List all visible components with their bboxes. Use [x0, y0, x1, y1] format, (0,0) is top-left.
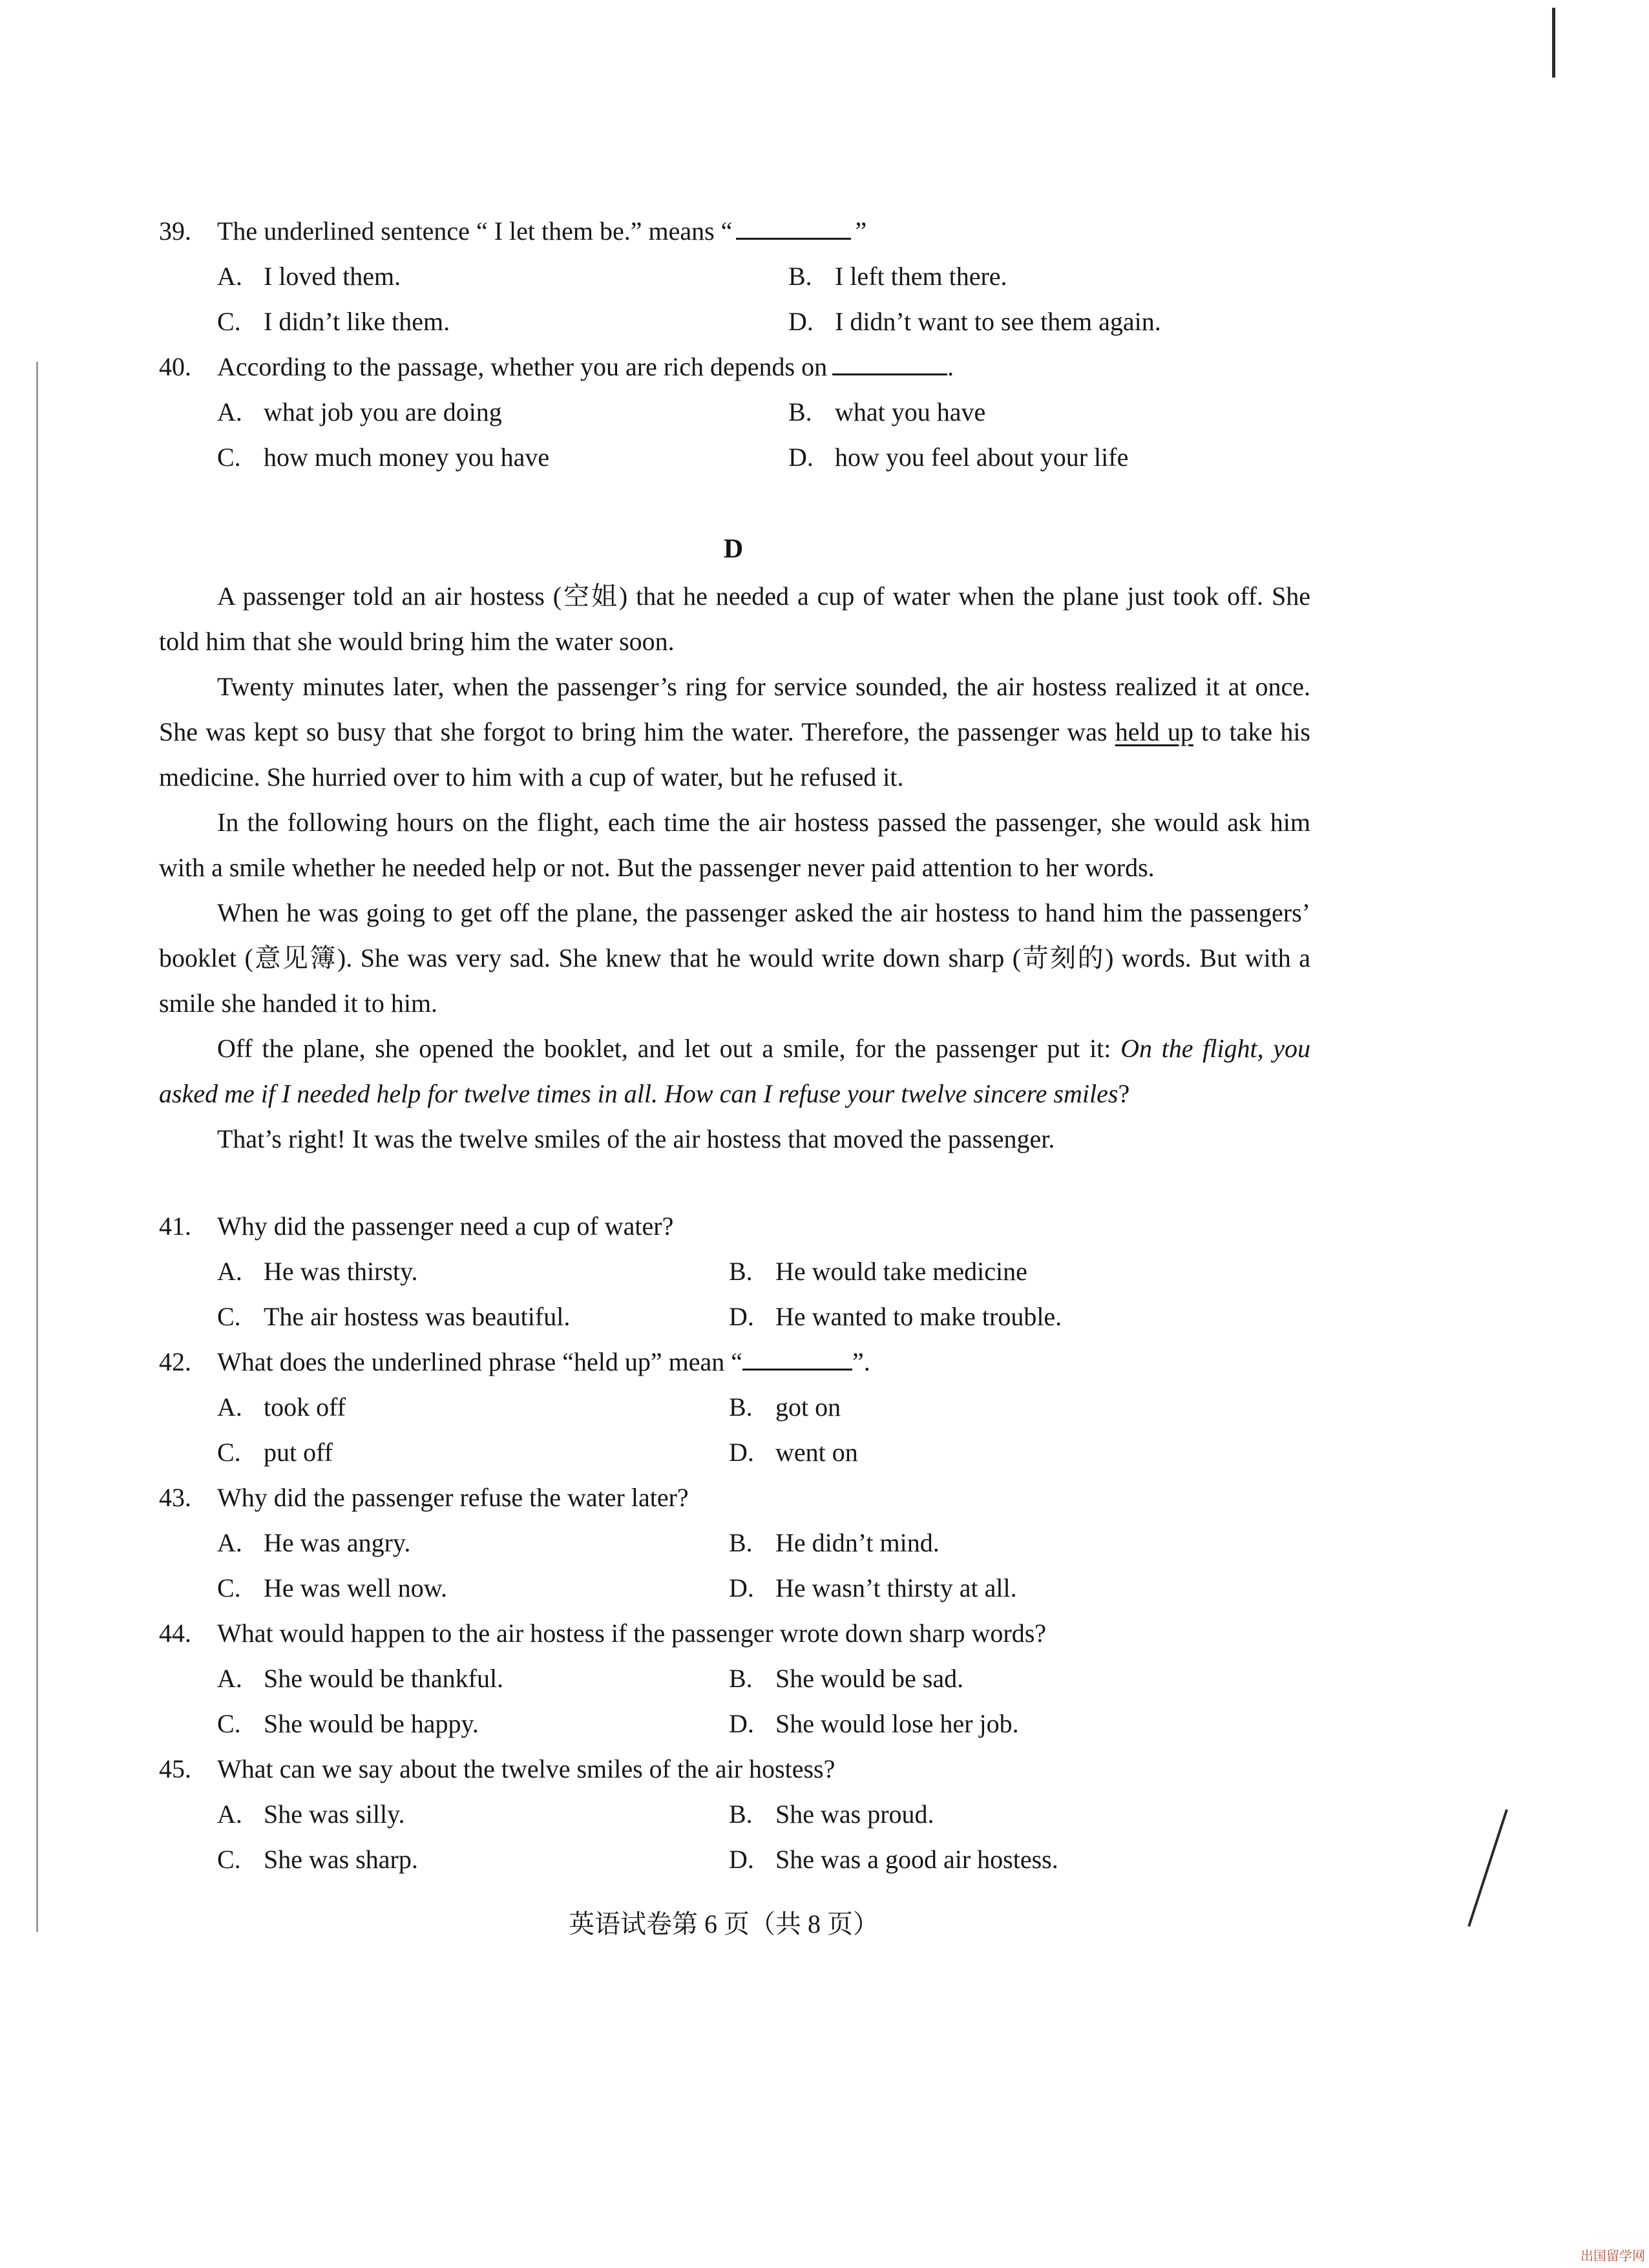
option-41-c	[217, 1297, 570, 1336]
question-text: Why did the passenger refuse the water later?	[217, 1483, 689, 1512]
option-text: He was angry.	[264, 1528, 411, 1557]
answer-blank	[832, 352, 947, 375]
option-40-b	[788, 393, 985, 432]
question-39	[159, 212, 867, 251]
option-text: took off	[264, 1392, 346, 1422]
reading-passage	[159, 574, 1310, 1162]
page-footer: 英语试卷第 6 页（共 8 页）	[569, 1909, 879, 1938]
option-39-b	[788, 257, 1007, 296]
option-43-b	[729, 1524, 940, 1562]
underlined-phrase: held up	[1115, 717, 1193, 746]
answer-blank	[742, 1347, 852, 1370]
option-letter: B.	[729, 1392, 753, 1422]
option-letter: B.	[788, 397, 812, 426]
passage-paragraph-4: When he was going to get off the plane, the passenger asked the air hostess to hand him the passengers’ booklet (意见簿). She was very sad. She knew that he would write down sharp (苛刻的) words. But with a smile she handed it to him.	[159, 898, 1310, 1018]
option-letter: C.	[217, 1573, 241, 1602]
paragraph-text: Twenty minutes later, when the passenger’s ring for service sounded, the air hostess realized it at once. She was kept so busy that she forgot to bring him the water. Therefore, the passenger was	[159, 672, 1310, 746]
scan-mark-left-edge	[36, 362, 38, 1932]
option-letter: A.	[217, 1800, 242, 1829]
option-text: I loved them.	[264, 262, 401, 291]
question-number: 40.	[159, 352, 191, 381]
option-45-d	[729, 1840, 1058, 1879]
option-44-d	[729, 1705, 1019, 1743]
question-text-end: ”	[855, 216, 867, 246]
paragraph-text: Off the plane, she opened the booklet, and let out a smile, for the passenger put it:	[217, 1034, 1111, 1063]
option-letter: B.	[729, 1800, 753, 1829]
paragraph-text: to take his medicine. She hurried over to him with a cup of water, but he refused it.	[159, 717, 1311, 792]
question-42	[159, 1343, 870, 1381]
question-41	[159, 1207, 673, 1246]
question-45	[159, 1750, 835, 1789]
option-text: He didn’t mind.	[775, 1528, 940, 1557]
option-41-d	[729, 1297, 1062, 1336]
question-text: What would happen to the air hostess if the passenger wrote down sharp words?	[217, 1619, 1047, 1648]
question-number: 41.	[159, 1212, 191, 1241]
option-text: I didn’t like them.	[264, 307, 450, 336]
option-letter: D.	[729, 1709, 754, 1738]
option-letter: A.	[217, 262, 242, 291]
option-text: I left them there.	[835, 262, 1007, 291]
question-number: 42.	[159, 1347, 191, 1376]
passage-paragraph-3: In the following hours on the flight, each time the air hostess passed the passenger, she would ask him with a smile whether he needed help or not. But the passenger never paid attention to her words.	[159, 808, 1310, 882]
option-45-c	[217, 1840, 418, 1879]
option-text: He would take medicine	[775, 1257, 1027, 1286]
option-letter: D.	[788, 307, 814, 336]
option-text: She was silly.	[264, 1800, 405, 1829]
option-letter: B.	[729, 1528, 753, 1557]
option-40-c	[217, 438, 549, 477]
option-letter: D.	[729, 1845, 754, 1874]
question-text: What can we say about the twelve smiles of the air hostess?	[217, 1754, 835, 1783]
option-text: She would be happy.	[264, 1709, 479, 1738]
option-42-c	[217, 1433, 333, 1472]
option-text: I didn’t want to see them again.	[835, 307, 1161, 336]
option-text: He wasn’t thirsty at all.	[775, 1573, 1017, 1602]
option-43-d	[729, 1569, 1017, 1608]
question-text: What does the underlined phrase “held up” mean “	[217, 1347, 743, 1376]
question-44	[159, 1614, 1046, 1653]
option-text: He was thirsty.	[264, 1257, 418, 1286]
option-letter: B.	[729, 1664, 753, 1693]
question-43	[159, 1478, 689, 1517]
option-text: She was a good air hostess.	[775, 1845, 1058, 1874]
question-number: 39.	[159, 216, 191, 246]
option-text: got on	[775, 1392, 841, 1422]
option-letter: B.	[729, 1257, 753, 1286]
scan-mark-right-stroke	[1467, 1809, 1508, 1927]
question-text-end: .	[947, 352, 954, 381]
option-text: He was well now.	[264, 1573, 448, 1602]
option-45-b	[729, 1795, 934, 1834]
option-41-a	[217, 1252, 417, 1291]
option-letter: B.	[788, 262, 812, 291]
option-40-d	[788, 438, 1128, 477]
option-letter: A.	[217, 1392, 242, 1422]
passage-paragraph-1: A passenger told an air hostess (空姐) that he needed a cup of water when the plane just took off. She told him that she would bring him the water soon.	[159, 582, 1310, 656]
option-text: how much money you have	[264, 443, 550, 472]
option-43-c	[217, 1569, 447, 1608]
question-number: 45.	[159, 1754, 191, 1783]
option-letter: D.	[788, 443, 814, 472]
option-letter: C.	[217, 443, 241, 472]
option-45-a	[217, 1795, 405, 1834]
question-number: 44.	[159, 1619, 191, 1648]
option-letter: C.	[217, 1438, 241, 1467]
option-letter: C.	[217, 1845, 241, 1874]
question-text: According to the passage, whether you are rich depends on	[217, 352, 828, 381]
option-text: She would be sad.	[775, 1664, 964, 1693]
question-40	[159, 348, 954, 386]
watermark: 出国留学网	[1581, 2248, 1645, 2263]
option-letter: D.	[729, 1573, 754, 1602]
option-42-b	[729, 1388, 841, 1427]
option-text: went on	[775, 1438, 858, 1467]
paragraph-text: ?	[1118, 1079, 1130, 1108]
question-text: The underlined sentence “ I let them be.” means “	[217, 216, 733, 246]
option-41-b	[729, 1252, 1027, 1291]
scan-mark-top-right	[1552, 8, 1555, 78]
question-text-end: ”.	[852, 1347, 870, 1376]
option-letter: A.	[217, 1257, 242, 1286]
option-44-c	[217, 1705, 479, 1743]
option-text: put off	[264, 1438, 333, 1467]
option-text: She was sharp.	[264, 1845, 418, 1874]
option-text: how you feel about your life	[835, 443, 1129, 472]
option-40-a	[217, 393, 502, 432]
passage-paragraph-5	[159, 1026, 1310, 1117]
option-text: what job you are doing	[264, 397, 502, 426]
option-39-d	[788, 302, 1161, 341]
option-39-c	[217, 302, 450, 341]
option-letter: C.	[217, 1709, 241, 1738]
option-text: She would lose her job.	[775, 1709, 1019, 1738]
question-number: 43.	[159, 1483, 191, 1512]
option-text: The air hostess was beautiful.	[264, 1302, 571, 1331]
answer-blank	[736, 216, 851, 240]
option-letter: C.	[217, 307, 241, 336]
option-39-a	[217, 257, 401, 296]
option-letter: D.	[729, 1302, 754, 1331]
question-text: Why did the passenger need a cup of water?	[217, 1212, 674, 1241]
option-letter: A.	[217, 397, 242, 426]
option-text: He wanted to make trouble.	[775, 1302, 1062, 1331]
option-letter: A.	[217, 1528, 242, 1557]
option-42-d	[729, 1433, 858, 1472]
italic-quote: On the flight, you asked me if I needed help for twelve times in all. How can I refuse your twelve sincere smiles	[159, 1034, 1310, 1108]
option-letter: C.	[217, 1302, 241, 1331]
option-44-b	[729, 1659, 963, 1698]
passage-paragraph-6: That’s right! It was the twelve smiles of the air hostess that moved the passenger.	[217, 1124, 1055, 1153]
option-letter: D.	[729, 1438, 754, 1467]
option-42-a	[217, 1388, 346, 1427]
passage-paragraph-2	[159, 664, 1310, 800]
option-44-a	[217, 1659, 503, 1698]
option-text: She was proud.	[775, 1800, 934, 1829]
option-text: what you have	[835, 397, 986, 426]
option-letter: A.	[217, 1664, 242, 1693]
section-title: D	[723, 534, 744, 564]
option-43-a	[217, 1524, 410, 1562]
option-text: She would be thankful.	[264, 1664, 504, 1693]
